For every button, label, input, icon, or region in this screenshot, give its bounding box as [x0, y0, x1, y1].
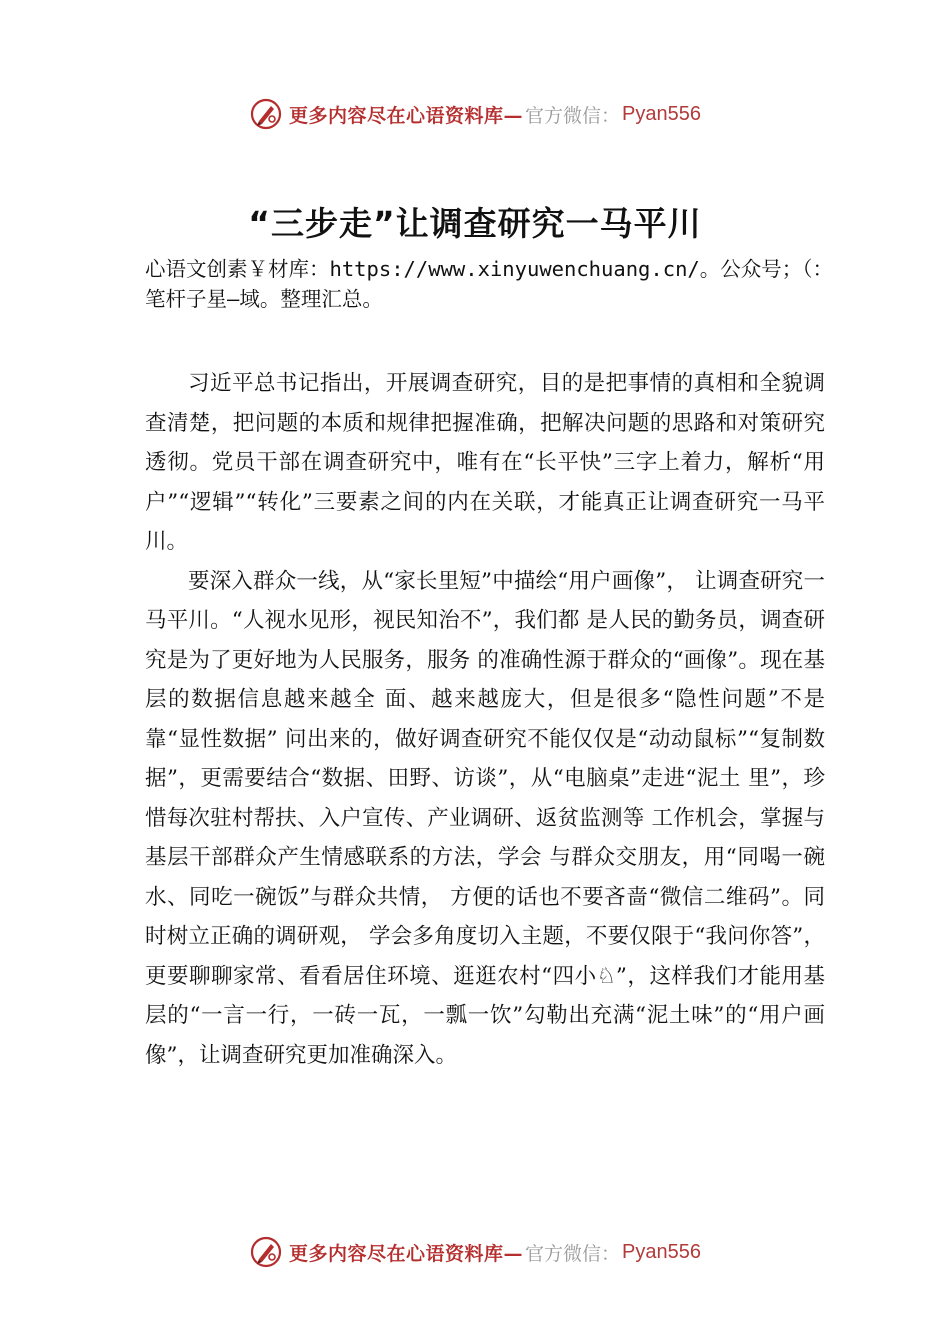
- article-title: “三步走”让调查研究一马平川: [248, 204, 702, 243]
- banner-text: 更多内容尽在心语资料库—: [289, 1242, 524, 1265]
- banner-wechat-id: Pyan556: [622, 102, 701, 125]
- paragraph-1: 习近平总书记指出，开展调查研究，目的是把事情的真相和全貌调查清楚，把问题的本质和规律把握准确，把解决问题的思路和对策研究透彻。党员干部在调查研究中，唯有在“长平快”三字上着力，解析“用户”“逻辑”“转化”三要素之间的内在关联，才能真正让调查研究一马平川。: [145, 371, 825, 554]
- banner-wechat-id: Pyan556: [622, 1240, 701, 1263]
- footer-banner: [0, 1230, 950, 1274]
- article-body: [145, 364, 825, 1075]
- pen-nib-logo-icon: [249, 1235, 283, 1269]
- banner-wechat-label: 官方微信：: [525, 1242, 621, 1265]
- banner-wechat-label: 官方微信：: [525, 104, 621, 127]
- banner-text: 更多内容尽在心语资料库—: [289, 104, 524, 127]
- paragraph-2: 要深入群众一线，从“家长里短”中描绘“用户画像”， 让调查研究一马平川。“人视水见形，视民知治不”，我们都 是人民的勤务员，调查研究是为了更好地为人民服务，服务 的准确性源于群众的“画像”。现在基层的数据信息越来越全 面、越来越庞大，但是很多“隐性问题”不是靠“显性数据” 问出来的，做好调查研究不能仅仅是“动动鼠标”“复制数据”，更需要结合“数据、田野、访谈”，从“电脑桌”走进“泥土 里”，珍惜每次驻村帮扶、入户宣传、产业调研、返贫监测等 工作机会，掌握与基层干部群众产生情感联系的方法，学会 与群众交朋友，用“同喝一碗水、同吃一碗饭”与群众共情， 方便的话也不要吝啬“微信二维码”。同时树立正确的调研观， 学会多角度切入主题，不要仅限于“我问你答”，更要聊聊家常、看看居住环境、逛逛农村“四小♘”，这样我们才能用基 层的“一言一行，一砖一瓦，一瓢一饮”勾勒出充满“泥土味”的“用户画像”，让调查研究更加准确深入。: [145, 568, 825, 1068]
- header-banner: [0, 92, 950, 136]
- pen-nib-logo-icon: [249, 97, 283, 131]
- source-note: 心语文创素￥材库：https://www.xinyuwenchuang.cn/。公众号；（：笔杆子星—域。整理汇总。: [145, 257, 834, 311]
